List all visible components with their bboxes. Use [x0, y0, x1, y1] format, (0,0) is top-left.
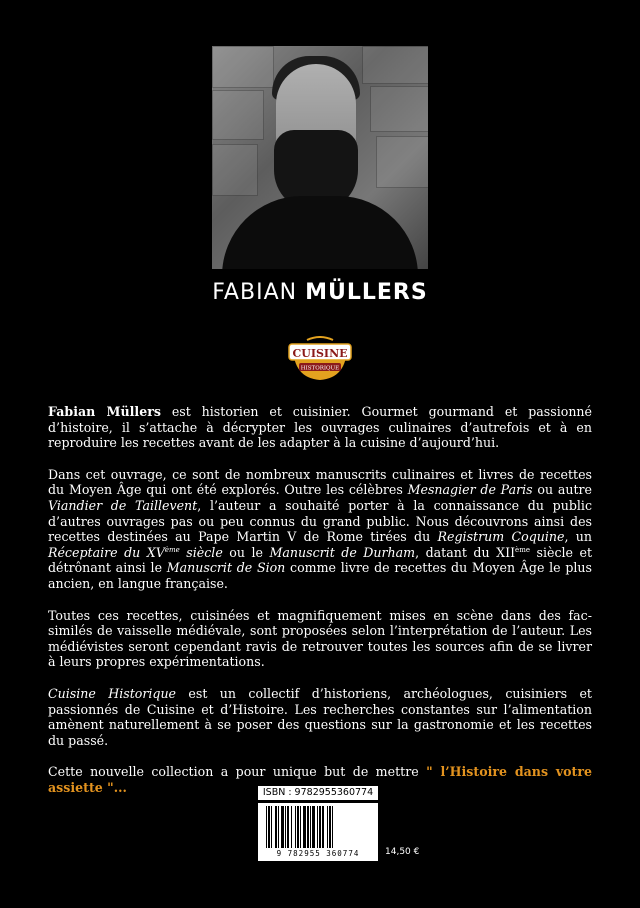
logo-word-cuisine: CUISINE [292, 347, 348, 360]
barcode-bar [281, 806, 284, 848]
collective-name: Cuisine Historique [48, 685, 177, 701]
barcode-bar [297, 806, 299, 848]
logo-word-historique: HISTORIQUE [300, 365, 340, 372]
barcode-bar [291, 806, 292, 848]
barcode-bar [310, 806, 311, 848]
barcode-bar [275, 806, 277, 848]
p2-i4 [48, 545, 223, 560]
author-last-name: MÜLLERS [305, 280, 428, 305]
barcode-bar [307, 806, 309, 848]
author-name-inline: Fabian Müllers [48, 404, 161, 419]
barcode-bar [317, 806, 318, 848]
author-photo [212, 46, 428, 269]
barcode-bar [322, 806, 324, 848]
barcode-bar [319, 806, 321, 848]
barcode-bar [268, 806, 270, 848]
barcode-bar [285, 806, 286, 848]
paragraph-4-text: est un collectif d’historiens, archéologues, cuisiniers et passionnés de Cuisine et d’Histoire. Les recherches constantes sur l’alimentation amènent naturellement à se poser des questions sur la gastronomie et les recettes du passé. [48, 685, 592, 748]
paragraph-5-text: Cette nouvelle collection a pour unique but de mettre [48, 764, 427, 780]
price: 14,50 € [385, 847, 420, 857]
barcode-bar [327, 806, 328, 848]
barcode-bar [303, 806, 306, 848]
paragraph-1-text: est historien et cuisinier. Gourmet gourmand et passionné d’histoire, il s’attache à décrypter les ouvrages culinaires d’autrefois et à en reproduire les recettes avant de les adapter à la cuisine d’aujourd’hui. [48, 404, 592, 451]
author-name [0, 280, 640, 305]
p2-i4sup: ème [164, 545, 180, 554]
barcode-bar [295, 806, 296, 848]
barcode [258, 803, 378, 861]
back-cover-text [48, 404, 592, 811]
barcode-bar [329, 806, 331, 848]
paragraph-1 [48, 404, 592, 451]
p2-t6sup: ème [515, 545, 530, 554]
p2-i3: Registrum Coquine [437, 529, 565, 545]
barcode-bar [332, 806, 333, 848]
author-first-name: FABIAN [212, 280, 298, 305]
p2-i4b: siècle [179, 544, 223, 560]
p2-t7: comme livre de recettes du Moyen Âge le plus ancien, en langue française. [48, 560, 592, 591]
paragraph-4 [48, 686, 592, 748]
p2-t1: Dans cet ouvrage, ce sont de nombreux manuscrits culinaires et livres de recettes du Moyen Âge qui ont été explorés. Outre les célèbres [48, 466, 592, 498]
barcode-bar [271, 806, 272, 848]
barcode-digits: 9 782955 360774 [276, 849, 360, 858]
p2-t3: , l’auteur a souhaité porter à la connaissance du public d’autres ouvrages pas ou peu connus du grand public. Nous découvrons ainsi des recettes destinées au Pape Martin V de Rome tirées du [48, 497, 592, 545]
p2-i4a: Réceptaire du XV [48, 544, 165, 560]
paragraph-3: Toutes ces recettes, cuisinées et magnifiquement mises en scène dans des fac-similés de vaisselle médiévale, sont proposées selon l’interprétation de l’auteur. Les médiévistes seront cependant ravis de retrouver toutes les sources afin de se livrer à leurs propres expérimentations. [48, 607, 592, 670]
paragraph-2 [48, 467, 592, 592]
barcode-bar [266, 806, 267, 848]
barcode-bar [300, 806, 301, 848]
p2-t2: ou autre [532, 482, 592, 498]
barcode-bars [258, 803, 378, 849]
p2-i6: Manuscrit de Sion [166, 560, 286, 576]
barcode-bar [312, 806, 315, 848]
p2-i1: Mesnagier de Paris [407, 482, 533, 498]
tagline-highlight: " l’Histoire dans votre assiette "... [48, 764, 593, 795]
p2-t4: , un [564, 529, 593, 545]
p2-t6a: , datant du XII [415, 544, 516, 560]
isbn-label: ISBN : 9782955360774 [258, 786, 378, 800]
barcode-bar [287, 806, 289, 848]
p2-i2: Viandier de Taillevent [48, 497, 198, 513]
barcode-bar [278, 806, 279, 848]
cuisine-historique-logo [287, 336, 353, 382]
p2-t6b: siècle et détrônant ainsi le [48, 544, 593, 576]
p2-t5: ou le [222, 544, 270, 560]
p2-i5: Manuscrit de Durham [269, 544, 416, 560]
